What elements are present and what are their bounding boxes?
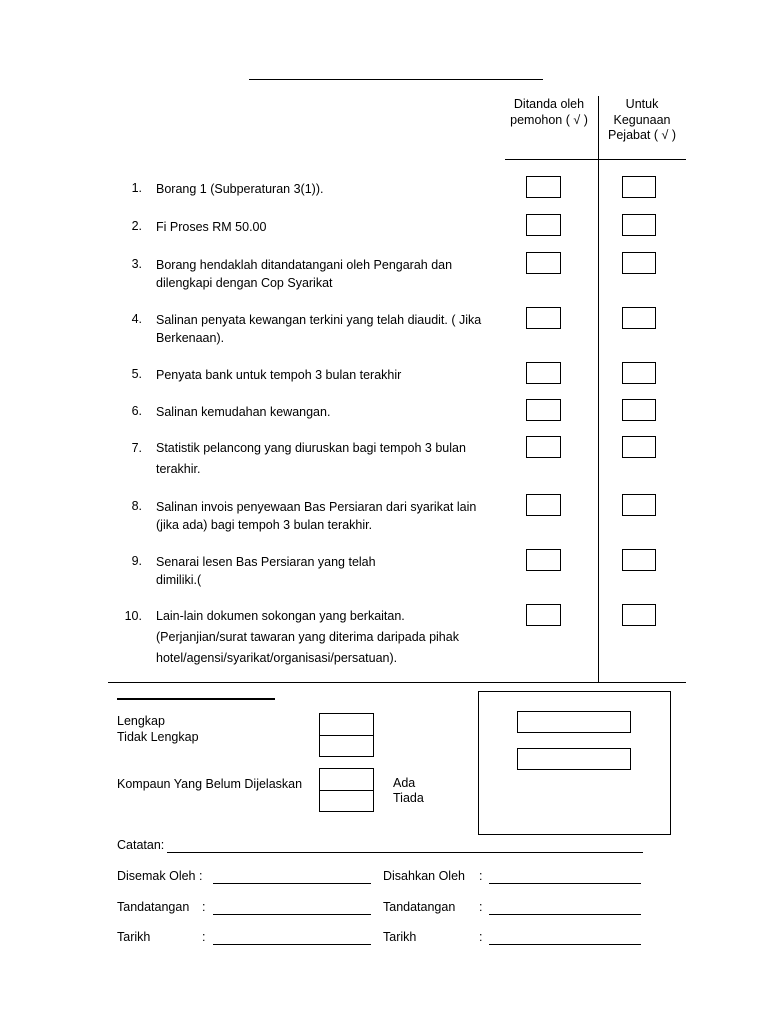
item-text: Senarai lesen Bas Persiaran yang telah dimiliki.( — [156, 555, 376, 587]
tandatangan-label-right: Tandatangan — [383, 900, 456, 914]
office-checkbox[interactable] — [622, 436, 656, 458]
item-text: Salinan penyata kewangan terkini yang telah diaudit. ( Jika Berkenaan). — [156, 313, 482, 345]
table-bottom-rule — [108, 682, 686, 683]
tarikh-label-left: Tarikh — [117, 930, 151, 944]
tandatangan-label-left: Tandatangan — [117, 900, 190, 914]
applicant-checkbox[interactable] — [526, 252, 561, 274]
tarikh-line-left[interactable] — [213, 944, 371, 945]
applicant-checkbox[interactable] — [526, 176, 561, 198]
item-number: 8. — [131, 499, 142, 513]
stamp-field-1[interactable] — [517, 711, 631, 733]
ada-checkbox[interactable] — [319, 768, 374, 791]
office-checkbox[interactable] — [622, 494, 656, 516]
colon: : — [202, 900, 206, 914]
section-title-underline — [117, 698, 275, 700]
item-text: Salinan invois penyewaan Bas Persiaran dari syarikat lain (jika ada) bagi tempoh 3 bulan terakhir. — [156, 500, 477, 532]
tiada-label: Tiada — [393, 791, 424, 805]
header-rule — [505, 159, 686, 160]
column-header-applicant: Ditanda oleh pemohon ( √ ) — [510, 97, 588, 127]
item-text: Lain-lain dokumen sokongan yang berkaitan. (Perjanjian/surat tawaran yang diterima daripada pihak hotel/agensi/syarikat/organisasi/persatuan). — [156, 609, 459, 665]
tarikh-line-right[interactable] — [489, 944, 641, 945]
item-text: Salinan kemudahan kewangan. — [156, 405, 331, 419]
lengkap-label: Lengkap — [117, 714, 165, 728]
applicant-checkbox[interactable] — [526, 214, 561, 236]
title-underline — [249, 79, 543, 80]
item-text: Borang 1 (Subperaturan 3(1)). — [156, 182, 324, 196]
applicant-checkbox[interactable] — [526, 604, 561, 626]
tandatangan-line-left[interactable] — [213, 914, 371, 915]
catatan-label: Catatan: — [117, 838, 165, 852]
office-checkbox[interactable] — [622, 399, 656, 421]
disemak-oleh-line[interactable] — [213, 883, 371, 884]
item-number: 10. — [124, 609, 142, 623]
tiada-checkbox[interactable] — [319, 790, 374, 812]
office-checkbox[interactable] — [622, 176, 656, 198]
applicant-checkbox[interactable] — [526, 399, 561, 421]
catatan-line[interactable] — [167, 852, 643, 853]
applicant-checkbox[interactable] — [526, 494, 561, 516]
column-divider — [598, 96, 599, 683]
colon: : — [202, 930, 206, 944]
item-number: 6. — [131, 404, 142, 418]
tandatangan-line-right[interactable] — [489, 914, 641, 915]
applicant-checkbox[interactable] — [526, 549, 561, 571]
item-number: 2. — [131, 219, 142, 233]
tarikh-label-right: Tarikh — [383, 930, 417, 944]
tidak-lengkap-checkbox[interactable] — [319, 735, 374, 757]
item-number: 9. — [131, 554, 142, 568]
colon: : — [479, 900, 483, 914]
disahkan-oleh-label: Disahkan Oleh — [383, 869, 465, 883]
item-text: Statistik pelancong yang diuruskan bagi tempoh 3 bulan terakhir. — [156, 441, 466, 476]
colon: : — [479, 930, 483, 944]
disemak-oleh-label: Disemak Oleh : — [117, 869, 203, 883]
kompaun-label: Kompaun Yang Belum Dijelaskan — [117, 777, 303, 791]
item-text: Borang hendaklah ditandatangani oleh Pengarah dan dilengkapi dengan Cop Syarikat — [156, 258, 453, 290]
item-text: Fi Proses RM 50.00 — [156, 220, 267, 234]
colon: : — [479, 869, 483, 883]
item-number: 1. — [131, 181, 142, 195]
office-checkbox[interactable] — [622, 549, 656, 571]
office-checkbox[interactable] — [622, 604, 656, 626]
item-text: Penyata bank untuk tempoh 3 bulan terakhir — [156, 368, 402, 382]
applicant-checkbox[interactable] — [526, 436, 561, 458]
office-checkbox[interactable] — [622, 362, 656, 384]
applicant-checkbox[interactable] — [526, 307, 561, 329]
office-checkbox[interactable] — [622, 252, 656, 274]
stamp-field-2[interactable] — [517, 748, 631, 770]
office-checkbox[interactable] — [622, 307, 656, 329]
item-number: 4. — [131, 312, 142, 326]
tidak-lengkap-label: Tidak Lengkap — [117, 730, 199, 744]
item-number: 5. — [131, 367, 142, 381]
office-checkbox[interactable] — [622, 214, 656, 236]
applicant-checkbox[interactable] — [526, 362, 561, 384]
item-number: 7. — [131, 441, 142, 455]
lengkap-checkbox[interactable] — [319, 713, 374, 736]
ada-label: Ada — [393, 776, 416, 790]
item-number: 3. — [131, 257, 142, 271]
disahkan-oleh-line[interactable] — [489, 883, 641, 884]
column-header-office: Untuk Kegunaan Pejabat ( √ ) — [608, 97, 676, 142]
